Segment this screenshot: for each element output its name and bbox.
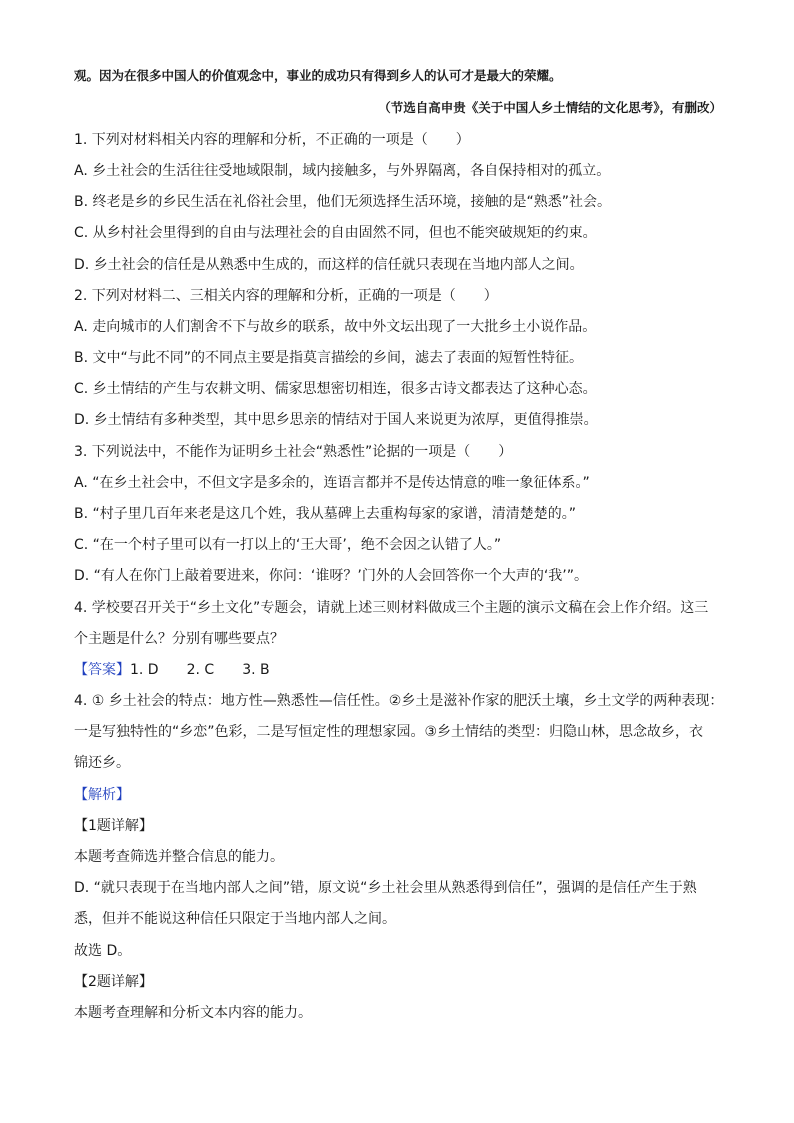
question-1-option-c: C. 从乡村社会里得到的自由与法理社会的自由固然不同，但也不能突破规矩的约束。 <box>74 225 597 241</box>
analysis-q2-heading: 【2题详解】 <box>74 974 153 990</box>
analysis-q1-line-3: 悉，但并不能说这种信任只限定于当地内部人之间。 <box>74 911 396 927</box>
question-3-stem: 3. 下列说法中，不能作为证明乡土社会“熟悉性”论据的一项是（ ） <box>74 444 513 460</box>
analysis-q2-line-1: 本题考查理解和分析文本内容的能力。 <box>74 1005 312 1021</box>
question-1-option-a: A. 乡土社会的生活往往受地域限制，域内接触多，与外界隔离，各自保持相对的孤立。 <box>74 163 611 179</box>
question-1-option-d: D. 乡土社会的信任是从熟悉中生成的，而这样的信任就只表现在当地内部人之间。 <box>74 257 584 273</box>
answer-row <box>74 660 724 680</box>
answer-4-line-3: 锦还乡。 <box>74 755 130 771</box>
analysis-q1-heading: 【1题详解】 <box>74 818 153 834</box>
question-4-stem-line-2: 个主题是什么？分别有哪些要点？ <box>74 631 284 647</box>
analysis-q1-line-1: 本题考查筛选并整合信息的能力。 <box>74 849 284 865</box>
source-citation: （节选自高申贵《关于中国人乡土情结的文化思考》，有删改） <box>378 100 722 115</box>
answer-4-line-1: 4. ① 乡土社会的特点：地方性—熟悉性—信任性。②乡土是滋补作家的肥沃土壤，乡土文学的两种表现： <box>74 693 724 709</box>
analysis-label: 【解析】 <box>74 787 130 803</box>
analysis-q1-line-4: 故选 D。 <box>74 943 132 959</box>
question-3-option-b: B. “村子里几百年来老是这几个姓，我从墓碑上去重构每家的家谱，清清楚楚的。” <box>74 506 577 522</box>
answer-3: 3. B <box>242 662 270 678</box>
question-4-stem-line-1: 4. 学校要召开关于“乡土文化”专题会，请就上述三则材料做成三个主题的演示文稿在会上作介绍。这三 <box>74 600 709 616</box>
answer-label: 【答案】 <box>74 662 130 678</box>
question-2-option-d: D. 乡土情结有多种类型，其中思乡思亲的情结对于国人来说更为浓厚，更值得推崇。 <box>74 412 598 428</box>
question-3-option-a: A. “在乡土社会中，不但文字是多余的，连语言都并不是传达情意的唯一象征体系。” <box>74 475 590 491</box>
question-3-option-d: D. “有人在你门上敲着要进来，你问：‘谁呀？’门外的人会回答你一个大声的‘我’”。 <box>74 568 588 584</box>
question-3-option-c: C. “在一个村子里可以有一打以上的‘王大哥’，绝不会因之认错了人。” <box>74 537 502 553</box>
source-closing-line: 观。因为在很多中国人的价值观念中，事业的成功只有得到乡人的认可才是最大的荣耀。 <box>74 68 562 83</box>
answer-2: 2. C <box>186 662 215 678</box>
answer-4-line-2: 一是写独特性的“乡恋”色彩，二是写恒定性的理想家园。③乡土情结的类型：归隐山林，思念故乡，衣 <box>74 724 704 740</box>
analysis-q1-line-2: D. “就只表现于在当地内部人之间”错，原文说“乡土社会里从熟悉得到信任”，强调的是信任产生于熟 <box>74 880 697 896</box>
question-2-option-b: B. 文中“与此不同”的不同点主要是指莫言描绘的乡间，滤去了表面的短暂性特征。 <box>74 350 584 366</box>
question-1-stem: 1. 下列对材料相关内容的理解和分析，不正确的一项是（ ） <box>74 132 470 148</box>
question-2-option-a: A. 走向城市的人们割舍不下与故乡的联系，故中外文坛出现了一大批乡土小说作品。 <box>74 319 597 335</box>
question-1-option-b: B. 终老是乡的乡民生活在礼俗社会里，他们无须选择生活环境，接触的是“熟悉”社会。 <box>74 194 612 210</box>
question-2-stem: 2. 下列对材料二、三相关内容的理解和分析，正确的一项是（ ） <box>74 288 498 304</box>
question-2-option-c: C. 乡土情结的产生与农耕文明、儒家思想密切相连，很多古诗文都表达了这种心态。 <box>74 381 597 397</box>
answer-1: 1. D <box>130 662 159 678</box>
